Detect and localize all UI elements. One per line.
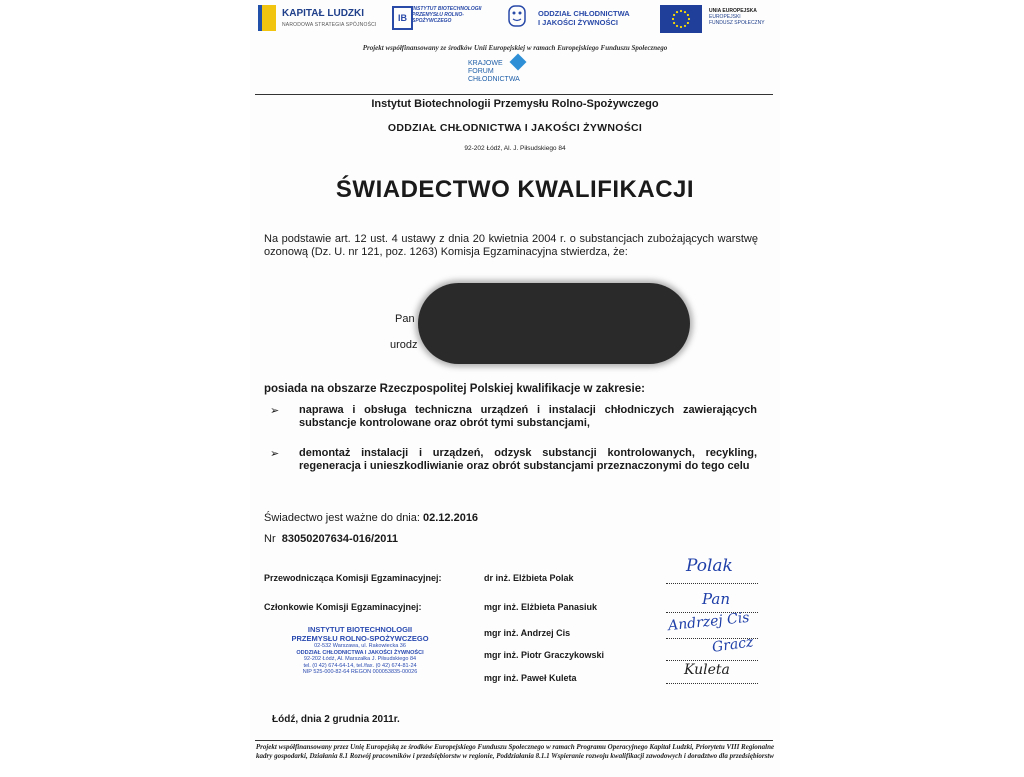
ibp-logo-text: INSTYTUT BIOTECHNOLOGII PRZEMYSŁU ROLNO-SPOŻYWCZEGO — [412, 6, 482, 24]
eu-stars-icon — [666, 7, 696, 31]
institute-address: 92-202 Łódź, Al. J. Piłsudskiego 84 — [464, 145, 566, 152]
stamp-line-3: 02-532 Warszawa, ul. Rakowiecka 36 — [314, 643, 406, 649]
kapital-ludzki-subtitle: NARODOWA STRATEGIA SPÓJNOŚCI — [282, 22, 377, 28]
och-logo-text — [538, 9, 630, 27]
kfc-line-1: KRAJOWE — [468, 60, 503, 67]
eu-star-icon — [673, 14, 675, 16]
stamp-line-6: tel. (0 42) 674-64-14, tel./fax. (0 42) 674-81-24 — [303, 662, 417, 669]
qualifications-heading: posiada na obszarze Rzeczpospolitej Polskiej kwalifikacje w zakresie: — [264, 383, 645, 395]
member-name: mgr inż. Andrzej Cis — [484, 628, 571, 638]
qualification-item: naprawa i obsługa techniczna urządzeń i instalacji chłodniczych zawierających substancje kontrolowane oraz obrót tymi substancjami, — [299, 404, 757, 429]
stamp-line-4: ODDZIAŁ CHŁODNICTWA I JAKOŚCI ŻYWNOŚCI — [296, 649, 424, 656]
chair-label: Przewodnicząca Komisji Egzaminacyjnej: — [264, 573, 442, 583]
eu-line-3: FUNDUSZ SPOŁECZNY — [709, 20, 765, 26]
och-line-1: ODDZIAŁ CHŁODNICTWA — [538, 9, 630, 18]
member-signature: Andrzej Cis — [667, 609, 751, 635]
cofinancing-note: Projekt współfinansowany ze środków Unii Europejskiej w ramach Europejskiego Funduszu Społecznego — [362, 44, 668, 52]
certificate-number-label: Nr — [264, 533, 276, 545]
stamp-line-2: PRZEMYSŁU ROLNO-SPOŻYWCZEGO — [291, 633, 429, 643]
ibp-logo-icon: IB — [392, 6, 413, 30]
eu-star-icon — [688, 18, 690, 20]
members-label: Członkowie Komisji Egzaminacyjnej: — [264, 602, 422, 612]
kfc-line-3: CHŁODNICTWA — [468, 76, 520, 83]
qualification-item: demontaż instalacji i urządzeń, odzysk substancji kontrolowanych, recykling, regeneracja i unieszkodliwianie oraz obrót substancjami przeznaczonymi do tego celu — [299, 447, 757, 472]
bullet-arrow-icon: ➢ — [270, 405, 280, 417]
eu-star-icon — [684, 11, 686, 13]
member-name: mgr inż. Paweł Kuleta — [484, 673, 577, 683]
eu-star-icon — [687, 14, 689, 16]
eu-star-icon — [687, 22, 689, 24]
chair-name: dr inż. Elżbieta Polak — [484, 573, 574, 583]
certificate-number-line — [264, 533, 398, 545]
institute-name: Instytut Biotechnologii Przemysłu Rolno-Spożywczego — [371, 98, 659, 110]
redaction-block — [418, 283, 690, 364]
eu-star-icon — [676, 25, 678, 27]
member-signature: Gracz — [711, 634, 755, 656]
footer-divider — [255, 740, 773, 741]
eu-star-icon — [680, 26, 682, 28]
department-name: ODDZIAŁ CHŁODNICTWA I JAKOŚCI ŻYWNOŚCI — [387, 122, 643, 134]
stamp-line-1: INSTYTUT BIOTECHNOLOGII — [307, 625, 413, 634]
validity-line — [264, 512, 478, 524]
eu-star-icon — [676, 11, 678, 13]
eu-line-1: UNIA EUROPEJSKA — [709, 8, 757, 14]
kfc-line-2: FORUM — [468, 68, 494, 75]
eu-logo-text — [709, 8, 765, 26]
eu-star-icon — [673, 22, 675, 24]
institute-stamp — [279, 626, 441, 676]
chair-signature: Polak — [686, 556, 733, 576]
recipient-birth-label: urodz — [390, 339, 418, 351]
validity-label: Świadectwo jest ważne do dnia: — [264, 512, 420, 524]
member-signature: Pan — [702, 590, 731, 608]
kapital-ludzki-title: KAPITAŁ LUDZKI — [282, 8, 365, 19]
eu-star-icon — [680, 10, 682, 12]
member-name: mgr inż. Piotr Graczykowski — [484, 650, 605, 660]
certificate-number: 83050207634-016/2011 — [281, 533, 398, 545]
eu-flag-icon — [660, 5, 702, 33]
member-signature: Kuleta — [684, 662, 730, 678]
eu-star-icon — [672, 18, 674, 20]
kfc-logo-text — [468, 60, 520, 84]
signature-line — [666, 583, 758, 584]
header-divider-top — [255, 94, 773, 95]
certificate-title: ŚWIADECTWO KWALIFIKACJI — [335, 176, 695, 203]
signature-line — [666, 683, 758, 684]
member-name: mgr inż. Elżbieta Panasiuk — [484, 602, 598, 612]
och-line-2: I JAKOŚCI ŻYWNOŚCI — [538, 18, 619, 27]
place-date: Łódź, dnia 2 grudnia 2011r. — [272, 714, 400, 725]
stamp-line-5: 92-202 Łódź, Al. Marszałka J. Piłsudskiego 84 — [303, 656, 417, 663]
validity-date: 02.12.2016 — [423, 512, 479, 524]
kapital-ludzki-logo-icon — [258, 5, 276, 31]
signature-line — [666, 660, 758, 661]
eu-line-2: EUROPEJSKI — [709, 14, 741, 20]
footer-note: Projekt współfinansowany przez Unię Europejską ze środków Europejskiego Funduszu Społecznego w ramach Programu Operacyjnego Kapitał Ludzki, Priorytetu VIII Regionalne kadry gospodarki, Działania 8.1 Rozwój pracowników i przedsiębiorstw w regionie, Poddziałania 8.1.1 Wspieranie rozwoju kwalifikacji zawodowych i doradztwo dla przedsiębiorstw — [255, 743, 775, 760]
eu-star-icon — [684, 25, 686, 27]
yeti-mascot-icon — [505, 4, 529, 30]
stamp-line-7: NIP 525-000-82-64 REGON 000053835-00026 — [302, 669, 418, 676]
intro-paragraph: Na podstawie art. 12 ust. 4 ustawy z dnia 20 kwietnia 2004 r. o substancjach zubożających warstwę ozonową (Dz. U. nr 121, poz. 1263) Komisja Egzaminacyjna stwierdza, że: — [264, 233, 758, 258]
bullet-arrow-icon: ➢ — [270, 448, 280, 460]
recipient-name-label: Pan — [395, 313, 415, 325]
